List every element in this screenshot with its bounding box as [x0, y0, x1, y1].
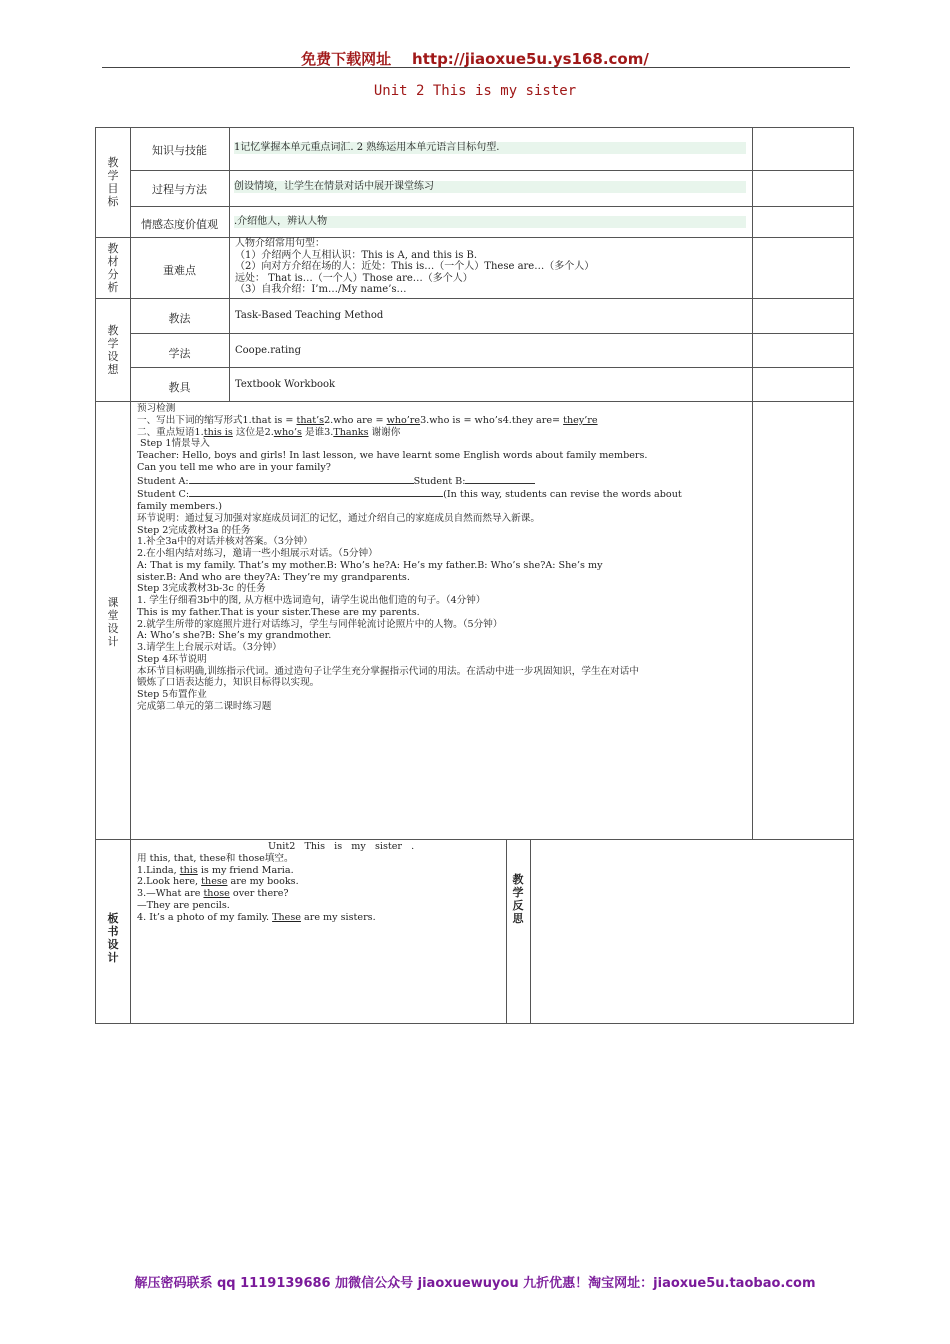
teaching-aids-content: Textbook Workbook [235, 379, 336, 390]
text-line: 环节说明：通过复习加强对家庭成员词汇的记忆，通过介绍自己的家庭成员自然而然导入新课。 [137, 512, 540, 524]
row-line [95, 401, 854, 402]
text-line: Can you tell me who are in your family? [137, 461, 331, 473]
col-line-5 [530, 839, 531, 1024]
text-line: A: That is my family. That’s my mother.B: Who’s he?A: He’s my father.B: Who’s she?A: She’s my [137, 559, 603, 571]
row-line [130, 333, 854, 334]
board-sentence: —They are pencils. [137, 899, 230, 911]
key-points-content [235, 238, 594, 296]
classroom-content [137, 403, 682, 713]
board-intro: 用 this, that, these和 those填空。 [137, 852, 294, 864]
phrase-line: 二、重点短语1.this is 这位是2.who’s 是谁3.Thanks 谢谢你 [137, 426, 401, 438]
classroom-section-label: 课堂设计 [107, 596, 119, 648]
board-sentence: 3.—What are those over there? [137, 888, 289, 899]
board-sentence: 4. It’s a photo of my family. These are my sisters. [137, 911, 376, 923]
design-section-label: 教学设想 [107, 324, 119, 376]
key-line: 人物介绍常用句型： [235, 238, 325, 249]
board-title: Unit2 This is my sister . [268, 841, 415, 852]
key-line: （1）介绍两个人互相认识：This is A, and this is B. [235, 249, 478, 261]
key-line: （2）向对方介绍在场的人：近处：This is…（一个人）These are…（多个人） [235, 261, 595, 272]
process-content: 创设情境，让学生在情景对话中展开课堂练习 [234, 181, 746, 193]
step-5: Step 5布置作业 [137, 689, 207, 700]
page-title: Unit 2 This is my sister [373, 83, 577, 99]
row-line [130, 206, 854, 207]
teaching-method-content: Task-Based Teaching Method [235, 310, 384, 321]
teaching-aids-label: 教具 [168, 381, 191, 394]
header-divider [102, 67, 850, 68]
text-line: 1.补全3a中的对话并核对答案。（3分钟） [137, 536, 313, 548]
attitude-label: 情感态度价值观 [141, 218, 218, 231]
row-line [95, 839, 854, 840]
text-line: This is my father.That is your sister.These are my parents. [137, 606, 420, 618]
board-section-label: 板书设计 [107, 912, 119, 964]
analysis-section-label: 教材分析 [107, 242, 119, 294]
board-sentence: 2.Look here, these are my books. [137, 876, 299, 888]
text-line: 3.请学生上台展示对话。（3分钟） [137, 642, 282, 653]
process-label: 过程与方法 [152, 183, 207, 196]
key-points-label: 重难点 [163, 264, 196, 277]
reflection-section-label: 教学反思 [512, 873, 524, 925]
text-line: 2.在小组内结对练习，邀请一些小组展示对话。（5分钟） [137, 548, 378, 559]
col-line-3 [752, 127, 753, 839]
preview-heading: 预习检测 [137, 403, 176, 414]
student-c-line: Student C: (In this way, students can revise the words about [137, 489, 682, 501]
step-4: Step 4环节说明 [137, 653, 207, 665]
download-url[interactable]: http://jiaoxue5u.ys168.com/ [412, 50, 649, 68]
text-line: family members.) [137, 501, 222, 512]
row-line [95, 298, 854, 299]
text-line: 1. 学生仔细看3b中的图, 从方框中选词造句，请学生说出他们造的句子。（4分钟） [137, 595, 486, 606]
attitude-content: .介绍他人，辨认人物 [234, 216, 746, 228]
text-line: A: Who’s she?B: She’s my grandmother. [137, 630, 332, 642]
text-line: 本环节目标明确,训练指示代词。通过造句子让学生充分掌握指示代词的用法。在活动中进一步巩固知识，学生在对话中 [137, 665, 639, 677]
step-1: Step 1情景导入 [137, 438, 210, 450]
board-content [137, 841, 414, 923]
abbrev-line: 一、写出下词的缩写形式1.that is = that’s2.who are = who’re3.who is = who’s4.they are= they’re [137, 414, 598, 426]
text-line: sister.B: And who are they?A: They’re my grandparents. [137, 571, 410, 583]
goals-section-label: 教学目标 [107, 156, 119, 208]
board-sentence: 1.Linda, this is my friend Maria. [137, 864, 294, 876]
learning-method-label: 学法 [168, 347, 191, 360]
text-line: 锻炼了口语表达能力，知识目标得以实现。 [137, 677, 320, 689]
page-header-link[interactable] [0, 48, 950, 69]
text-line: Teacher: Hello, boys and girls! In last lesson, we have learnt some English words about family members. [137, 450, 648, 461]
text-line: 2.就学生所带的家庭照片进行对话练习，学生与同伴轮流讨论照片中的人物。（5分钟） [137, 618, 503, 630]
student-ab-line: Student A: Student B: [137, 474, 682, 488]
col-line-4 [506, 839, 507, 1024]
step-2: Step 2完成教材3a 的任务 [137, 524, 251, 536]
col-line-2 [229, 127, 230, 401]
key-line: 远处： That is…（一个人）Those are…（多个人） [235, 272, 473, 284]
row-line [130, 170, 854, 171]
teaching-method-label: 教法 [168, 312, 191, 325]
page-footer: 解压密码联系 qq 1119139686 加微信公众号 jiaoxuewuyou 九折优惠！淘宝网址：jiaoxue5u.taobao.com [134, 1276, 816, 1291]
step-3: Step 3完成教材3b-3c 的任务 [137, 583, 266, 595]
download-label: 免费下载网址 [301, 50, 392, 68]
row-line [130, 367, 854, 368]
knowledge-label: 知识与技能 [152, 144, 207, 157]
text-line: 完成第二单元的第二课时练习题 [137, 700, 272, 712]
key-line: （3）自我介绍：I’m…/My name’s… [235, 284, 407, 295]
learning-method-content: Coope.rating [235, 345, 301, 356]
knowledge-content: 1记忆掌握本单元重点词汇. 2 熟练运用本单元语言目标句型. [234, 142, 746, 154]
